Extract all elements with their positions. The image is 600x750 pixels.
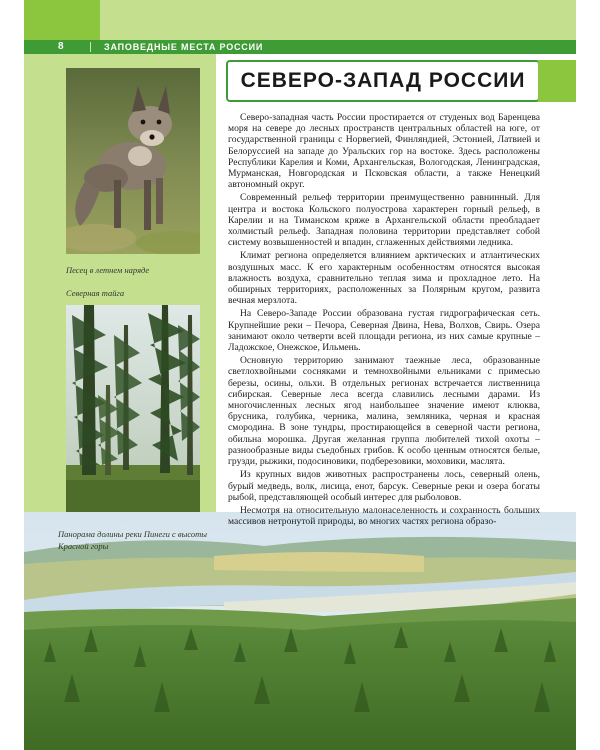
article-body [228, 112, 540, 529]
header-separator [90, 42, 91, 52]
fox-caption: Песец в летнем наряде [66, 265, 150, 275]
paragraph: На Северо-Западе России образована густая гидрографическая сеть. Крупнейшие реки – Печора, Северная Двина, Нева, Волхов, Свирь. Озера занимают около четверти всей площади региона, из них самые крупные – Ладожское, Онежское, Ильмень. [228, 308, 540, 354]
taiga-caption: Северная тайга [66, 288, 125, 298]
paragraph: Несмотря на относительную малонаселенность и сохранность больших массивов нетронутой природы, во многих частях региона образо- [228, 504, 540, 528]
taiga-photo [66, 305, 200, 513]
section-title: ЗАПОВЕДНЫЕ МЕСТА РОССИИ [104, 42, 264, 52]
page-title: СЕВЕРО-ЗАПАД РОССИИ [240, 69, 526, 92]
top-accent-left [24, 0, 100, 40]
fox-photo [66, 68, 200, 254]
paragraph: Основную территорию занимают таежные леса, образованные светлохвойными сосняками и темнохвойными ельниками с примесью березы, осины, ольхи. В отдельных регионах встречается лиственница сибирская. Северные леса всегда славились лесными дарами. Из многочисленных лесных ягод наибольшее значение имеют клюква, брусника, голубика, черника, малина, земляника, черная и красная смородина. В зоне тундры, простирающейся в северной части региона, обильна морошка. Другая желанная группа любителей тихой охоты – разнообразные виды съедобных грибов. К особо ценным относятся белые, грузди, рыжики, подосиновики, подберезовики, моховики, маслята. [228, 355, 540, 468]
title-accent [538, 60, 576, 102]
paragraph: Современный рельеф территории преимущественно равнинный. Для центра и востока Кольского полуострова характерен горный рельеф, в Карелии и на Тиманском кряже в Архангельской области преобладает холмистый рельеф. Западная половина территории представляет собой систему возвышенностей и впадин, сглаженных действиями ледника. [228, 192, 540, 249]
panorama-caption: Панорама долины реки Пинеги с высоты Красной горы [58, 529, 208, 551]
paragraph: Северо-западная часть России простирается от студеных вод Баренцева моря на севере до лесных пространств центральных областей на юге, от государственной границы с Норвегией, Финляндией, Эстонией, Латвией и Белоруссией на западе до Уральских гор на востоке. Здесь расположены Республики Карелия и Коми, Архангельская, Вологодская, Ленинградская, Мурманская, Новгородская и Псковская области, а также Ненецкий автономный округ. [228, 112, 540, 191]
paragraph: Из крупных видов животных распространены лось, северный олень, бурый медведь, волк, лисица, енот, барсук. Северные реки и озера богаты рыбой, представляющей особый интерес для рыболовов. [228, 469, 540, 503]
top-accent-right [100, 0, 576, 40]
page-number: 8 [58, 41, 64, 52]
paragraph: Климат региона определяется влиянием арктических и атлантических воздушных масс. К его характерным особенностям относятся высокая влажность воздуха, сравнительно теплая зима и прохладное лето. На обширных территориях, расположенных за Полярным кругом, развита вечная мерзлота. [228, 250, 540, 307]
title-box [226, 60, 540, 102]
